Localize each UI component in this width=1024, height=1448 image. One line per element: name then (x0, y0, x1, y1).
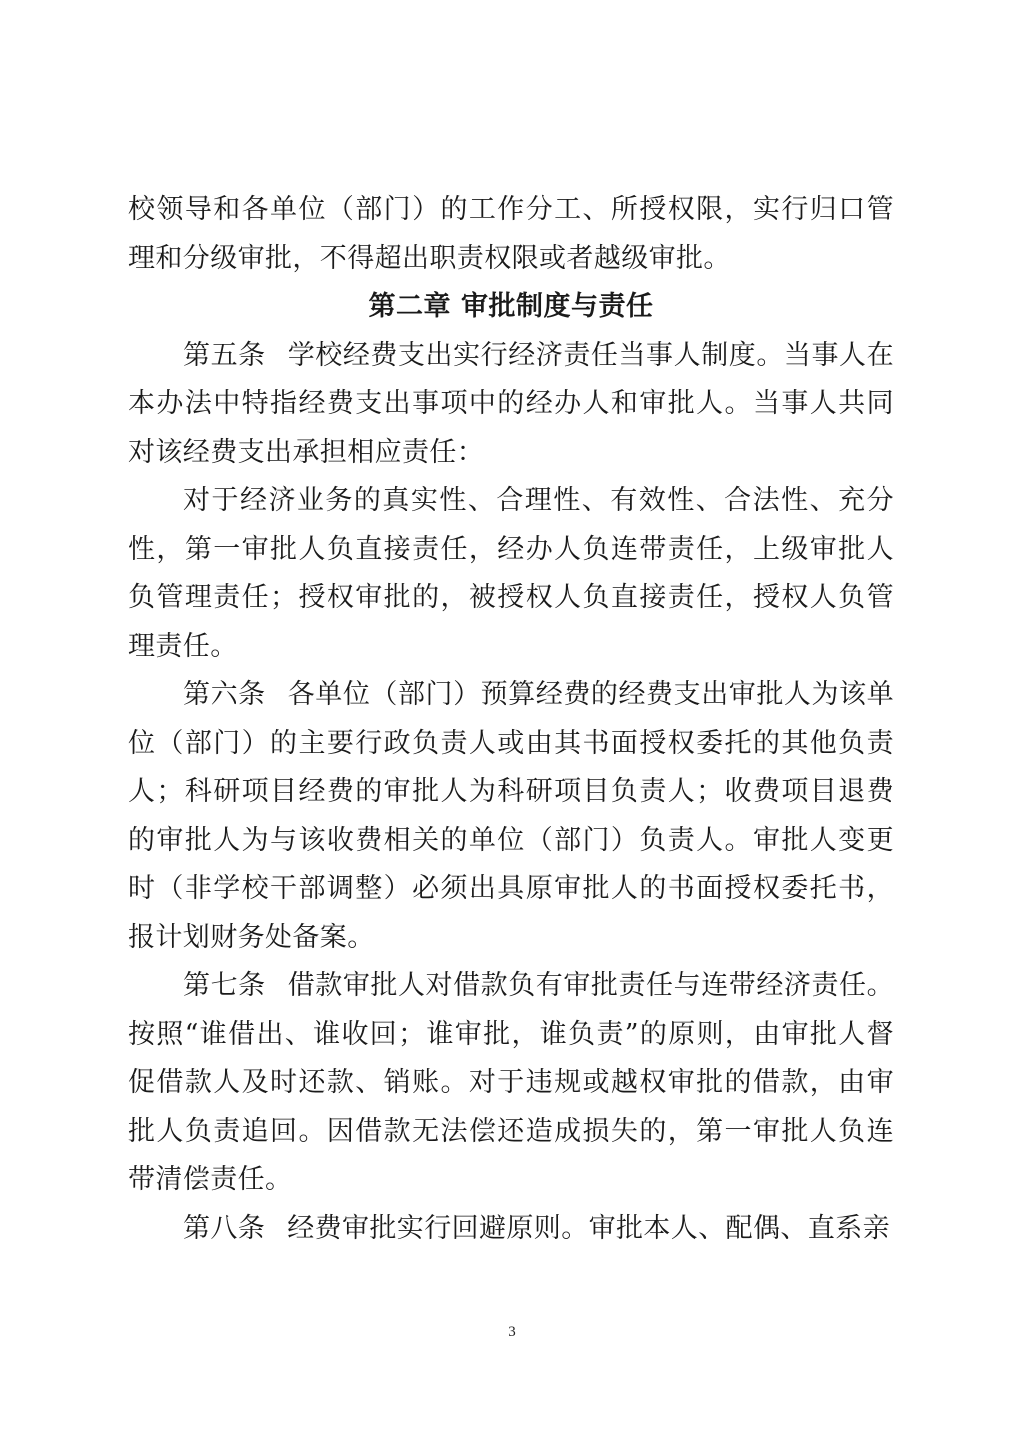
paragraph-continuation: 校领导和各单位（部门）的工作分工、所授权限，实行归口管理和分级审批，不得超出职责权限或者越级审批。 (128, 194, 894, 274)
article-7 (128, 962, 894, 1205)
page-body (128, 186, 894, 1253)
article-text: 学校经费支出实行经济责任当事人制度。当事人在本办法中特指经费支出事项中的经办人和审批人。当事人共同对该经费支出承担相应责任： (128, 339, 894, 468)
article-5 (128, 332, 894, 478)
article-number: 第五条 (183, 339, 266, 371)
article-6 (128, 671, 894, 962)
article-text: 借款审批人对借款负有审批责任与连带经济责任。按照“谁借出、谁收回；谁审批，谁负责”的原则，由审批人督促借款人及时还款、销账。对于违规或越权审批的借款，由审批人负责追回。因借款无法偿还造成损失的，第一审批人负连带清偿责任。 (128, 970, 894, 1195)
paragraph-responsibility: 对于经济业务的真实性、合理性、有效性、合法性、充分性，第一审批人负直接责任，经办人负连带责任，上级审批人负管理责任；授权审批的，被授权人负直接责任，授权人负管理责任。 (128, 485, 894, 662)
article-number: 第七条 (183, 970, 266, 1001)
article-number: 第八条 (183, 1212, 266, 1244)
page-number: 3 (508, 1324, 516, 1340)
chapter-heading: 第二章 审批制度与责任 (368, 291, 654, 322)
article-text: 各单位（部门）预算经费的经费支出审批人为该单位（部门）的主要行政负责人或由其书面授权委托的其他负责人；科研项目经费的审批人为科研项目负责人；收费项目退费的审批人为与该收费相关的单位（部门）负责人。审批人变更时（非学校干部调整）必须出具原审批人的书面授权委托书，报计划财务处备案。 (128, 679, 894, 953)
article-8 (128, 1205, 894, 1254)
article-number: 第六条 (183, 679, 266, 710)
article-text: 经费审批实行回避原则。审批本人、配偶、直系亲 (287, 1212, 891, 1244)
